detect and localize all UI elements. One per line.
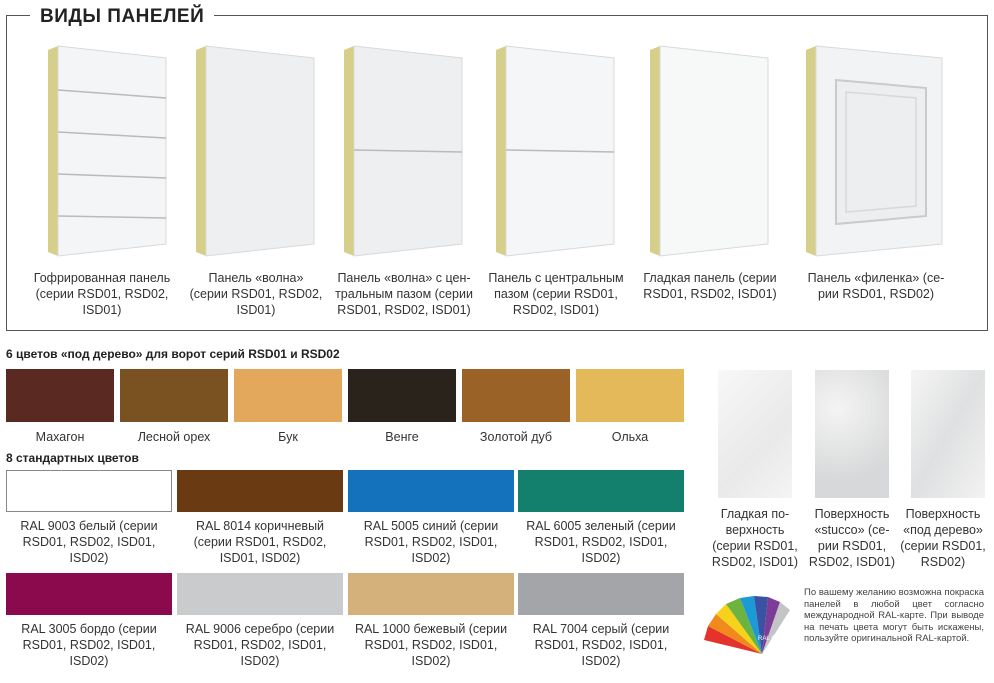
std-swatch-ral-5005 <box>348 470 514 512</box>
surface-smooth-label: Гладкая по- верхность (серии RSD01, RSD02, ISD01) <box>711 507 799 569</box>
std-label-ral-3005: RAL 3005 бордо (серии RSD01, RSD02, ISD01, ISD02) <box>21 622 157 668</box>
wood-swatch-wenge <box>348 369 456 422</box>
std-label-ral-5005: RAL 5005 синий (серии RSD01, RSD02, ISD01, ISD02) <box>363 519 499 565</box>
panel-image-central-groove <box>496 40 608 260</box>
std-label-ral-8014: RAL 8014 коричневый (серии RSD01, RSD02, ISD01, ISD02) <box>193 519 327 565</box>
wood-swatch-golden-oak <box>462 369 570 422</box>
svg-text:RAL COLORS: RAL COLORS <box>758 636 796 642</box>
std-label-ral-7004: RAL 7004 серый (серии RSD01, RSD02, ISD01, ISD02) <box>532 622 670 668</box>
panel-caption-filenka: Панель «филенка» (се- рии RSD01, RSD02) <box>807 271 945 301</box>
ral-note: По вашему желанию возможна покраска панелей в любой цвет согласно международной RAL-карте. При выводе на печать цвета могут быть искажены, пользуйте оригинальной RAL-картой. <box>804 587 984 644</box>
wood-swatch-beech <box>234 369 342 422</box>
wood-swatch-alder <box>576 369 684 422</box>
wood-swatch-walnut <box>120 369 228 422</box>
panel-image-wave <box>196 40 308 260</box>
panel-caption-smooth: Гладкая панель (серии RSD01, RSD02, ISD01) <box>643 271 777 301</box>
panel-image-smooth <box>650 40 762 260</box>
wood-label-golden-oak: Золотой дуб <box>479 430 553 444</box>
wood-label-mahogany: Махагон <box>35 430 85 444</box>
std-swatch-ral-6005 <box>518 470 684 512</box>
panel-caption-central-groove: Панель с центральным пазом (серии RSD01, RSD02, ISD01) <box>488 271 624 317</box>
wood-label-beech: Бук <box>278 430 298 444</box>
std-swatch-ral-9003 <box>6 470 172 512</box>
standard-colors-heading: 8 стандартных цветов <box>6 451 139 465</box>
panel-image-filenka <box>806 40 946 260</box>
surface-smooth-image <box>718 370 792 498</box>
std-swatch-ral-8014 <box>177 470 343 512</box>
wood-colors-heading: 6 цветов «под дерево» для ворот серий RSD01 и RSD02 <box>6 347 340 361</box>
std-swatch-ral-1000 <box>348 573 514 615</box>
std-label-ral-1000: RAL 1000 бежевый (серии RSD01, RSD02, ISD01, ISD02) <box>354 622 508 668</box>
panel-image-corrugated <box>48 40 160 260</box>
std-label-ral-9006: RAL 9006 серебро (серии RSD01, RSD02, ISD01, ISD02) <box>185 622 335 668</box>
wood-swatch-mahogany <box>6 369 114 422</box>
panel-image-wave-groove <box>344 40 456 260</box>
std-swatch-ral-7004 <box>518 573 684 615</box>
panel-caption-wave-groove: Панель «волна» с цен- тральным пазом (серии RSD01, RSD02, ISD01) <box>335 271 473 317</box>
std-label-ral-6005: RAL 6005 зеленый (серии RSD01, RSD02, ISD01, ISD02) <box>526 519 676 565</box>
surface-stucco-image <box>815 370 889 498</box>
surface-woodgrain-label: Поверхность «под дерево» (серии RSD01, RSD02) <box>900 507 986 569</box>
std-swatch-ral-9006 <box>177 573 343 615</box>
surface-woodgrain-image <box>911 370 985 498</box>
panel-caption-corrugated: Гофрированная панель (серии RSD01, RSD02, ISD01) <box>33 271 171 317</box>
std-label-ral-9003: RAL 9003 белый (серии RSD01, RSD02, ISD01, ISD02) <box>20 519 158 565</box>
section-title: ВИДЫ ПАНЕЛЕЙ <box>30 6 214 28</box>
wood-label-alder: Ольха <box>611 430 649 444</box>
surface-stucco-label: Поверхность «stucco» (се- рии RSD01, RSD02, ISD01) <box>808 507 896 569</box>
std-swatch-ral-3005 <box>6 573 172 615</box>
wood-label-wenge: Венге <box>385 430 419 444</box>
panel-caption-wave: Панель «волна» (серии RSD01, RSD02, ISD01) <box>189 271 323 317</box>
ral-color-fan <box>700 590 796 660</box>
wood-label-walnut: Лесной орех <box>137 430 211 444</box>
